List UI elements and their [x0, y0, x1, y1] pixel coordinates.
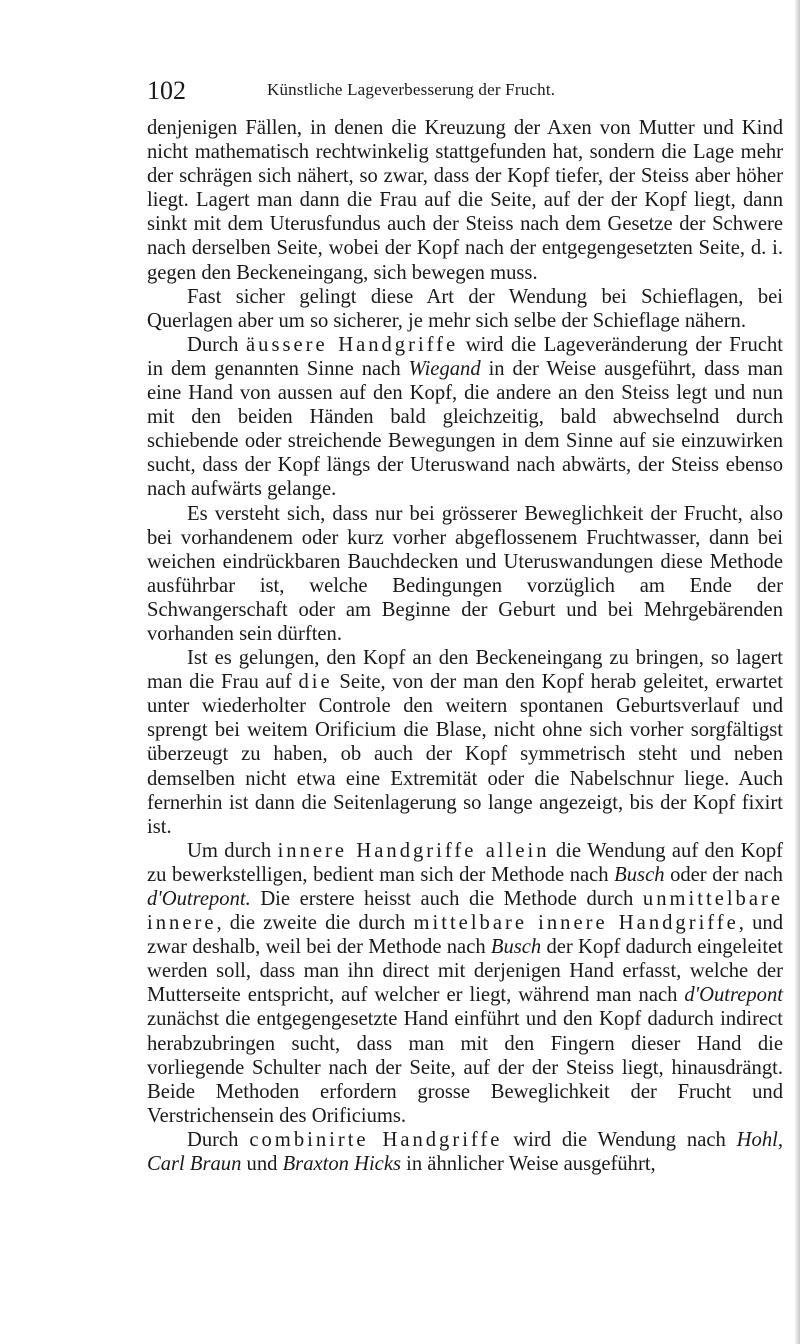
text-run: und — [241, 1153, 283, 1176]
spaced-emphasis: die — [298, 671, 333, 694]
text-run: , und zwar deshalb, weil bei der Methode nach — [147, 912, 784, 959]
text-run: wird die Lageveränderung der Frucht in dem genannten Sinne nach — [147, 333, 783, 380]
text-run: Die erstere heisst auch die Methode durch — [250, 888, 643, 910]
paragraph-1: denjenigen Fällen, in denen die Kreuzung der Axen von Mutter und Kind nicht mathematisch rechtwinkelig stattgefunden hat, sondern die Lage mehr der schrägen sich nähert, so zwar, dass der Kopf tiefer, der Steiss aber höher liegt. Lagert man dann die Frau auf die Seite, auf der der Kopf liegt, dann sinkt mit dem Uterusfundus auch der Steiss nach dem Gesetze der Schwere nach derselben Seite, wobei der Kopf nach der entgegengesetzten Seite, d. i. gegen den Beckeneingang, sich bewegen muss. — [147, 117, 783, 284]
page-edge-shadow — [794, 0, 800, 1344]
text-run: oder der nach — [664, 863, 783, 886]
text-run: die Wendung auf den Kopf zu bewerkstelligen, bedient man sich der Methode nach — [147, 839, 784, 886]
paragraph-7 — [147, 1128, 783, 1176]
spaced-emphasis: mittelbare innere Handgriffe — [413, 912, 739, 935]
text-run: Ist es gelungen, den Kopf an den Beckeneingang zu bringen, so lagert man die Frau auf — [147, 647, 783, 694]
paragraph-3 — [147, 333, 783, 502]
text-run: Seite, von der man den Kopf herab geleitet, erwartet unter wiederholter Controle den weitern spontanen Geburtsverlauf und sprengt bei weitem Orificium die Blase, nicht ohne sich vorher sorgfältigst überzeugt zu haben, ob auch der Kopf symmetrisch steht und neben demselben nicht etwa eine Extremität oder die Nabelschnur liege. Auch fernerhin ist dann die Seitenlagerung so lange angezeigt, bis der Kopf fixirt ist. — [147, 671, 783, 838]
paragraph-4: Es versteht sich, dass nur bei grösserer Beweglichkeit der Frucht, also bei vorhandenem oder kurz vorher abgeflossenem Fruchtwasser, dann bei weichen eindrückbaren Bauchdecken und Uteruswandungen diese Methode ausführbar ist, welche Bedingungen vorzüglich am Ende der Schwangerschaft oder am Beginne der Geburt und bei Mehrgebärenden vorhanden sein dürften. — [147, 502, 783, 645]
author-name: d'Outrepont — [684, 984, 783, 1007]
running-head — [147, 76, 767, 106]
paragraph-6 — [147, 839, 783, 1128]
text-run: der Kopf dadurch eingeleitet werden soll, dass man ihn direct mit derjenigen Hand erfasst, welche der Mutterseite entspricht, auf welcher er liegt, während man nach — [147, 936, 783, 1007]
author-name: Busch — [490, 936, 542, 959]
author-name: Braxton Hicks — [282, 1153, 401, 1176]
text-run: in der Weise ausgeführt, dass man eine Hand von aussen auf den Kopf, die andere an den Steiss legt und nun mit den beiden Händen bald gleichzeitig, bald abwechselnd durch schiebende oder streichende Bewegungen in dem Sinne auf sie einzuwirken sucht, dass der Kopf längs der Uteruswand nach abwärts, der Steiss ebenso nach aufwärts gelange. — [147, 357, 783, 501]
author-name: d'Outrepont. — [147, 888, 251, 910]
paragraph-2: Fast sicher gelingt diese Art der Wendung bei Schieflagen, bei Querlagen aber um so sicherer, je mehr sich selbe der Schieflage nähern. — [147, 285, 783, 332]
text-run: zunächst die entgegengesetzte Hand einführt und den Kopf dadurch indirect herabzubringen sucht, dass man mit den Fingern dieser Hand die vorliegende Schulter nach der Seite, auf der der Steiss liegt, hinausdrängt. Beide Methoden erfordern grosse Beweglichkeit der Frucht und Verstrichensein des Orificiums. — [147, 1008, 783, 1127]
text-run: wird die Wendung nach — [502, 1128, 737, 1151]
author-name: Hohl, Carl Braun — [147, 1128, 783, 1176]
running-title: Künstliche Lageverbesserung der Frucht. — [267, 80, 556, 99]
body-text — [147, 116, 783, 1176]
text-run: in ähnlicher Weise ausgeführt, — [400, 1153, 656, 1176]
spaced-emphasis: äussere Handgriffe — [246, 333, 459, 356]
author-name: Busch — [614, 863, 665, 886]
spaced-emphasis: combinirte Handgriffe — [249, 1128, 503, 1151]
author-name: Wiegand — [408, 357, 481, 380]
spaced-emphasis: unmittelbare innere — [147, 888, 783, 935]
page-number: 102 — [147, 76, 186, 105]
text-run: Durch — [187, 1128, 250, 1151]
text-run: , die zweite die durch — [216, 912, 414, 935]
spaced-emphasis: innere Handgriffe allein — [277, 839, 550, 862]
text-run: Um durch — [187, 839, 278, 862]
paragraph-5 — [147, 646, 783, 839]
text-run: Durch — [187, 333, 247, 356]
